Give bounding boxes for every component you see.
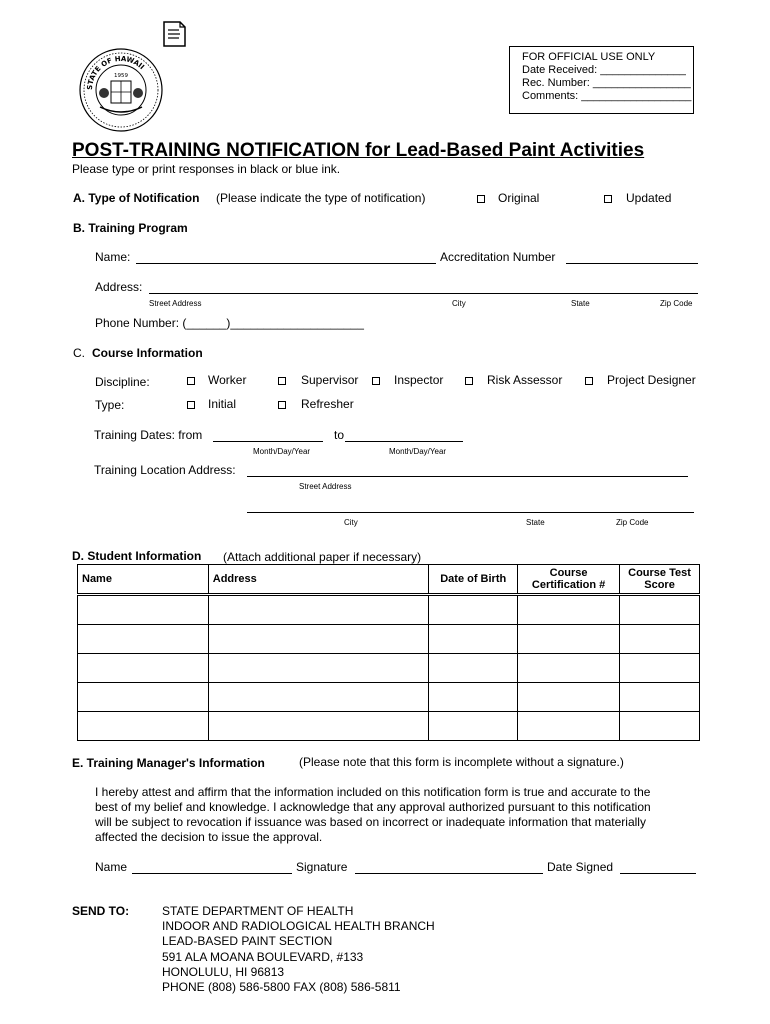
section-a-note: (Please indicate the type of notification) [216,191,426,205]
document-icon [162,20,188,48]
location-city-input[interactable] [247,512,694,513]
state-caption: State [571,299,590,308]
affirmation-line: best of my belief and knowledge. I acknowledge that any approval authorized pursuant to this notification [95,800,651,814]
inspector-checkbox[interactable] [372,377,380,385]
cell[interactable] [518,625,620,654]
signature-label: Signature [296,860,348,874]
updated-label: Updated [626,191,672,205]
from-date-caption: Month/Day/Year [253,447,311,456]
cell[interactable] [429,654,518,683]
date-received-field: Date Received: ______________ [522,64,686,76]
manager-name-label: Name [95,860,128,874]
section-c-letter: C. [73,346,85,360]
date-to-input[interactable] [345,441,463,442]
accreditation-input[interactable] [566,263,698,264]
cell[interactable] [620,654,700,683]
cell[interactable] [429,712,518,741]
accreditation-label: Accreditation Number [440,250,556,264]
signature-input[interactable] [355,873,543,874]
zip-caption: Zip Code [660,299,693,308]
cell[interactable] [620,683,700,712]
project-designer-checkbox[interactable] [585,377,593,385]
instructions: Please type or print responses in black or blue ink. [72,162,341,176]
table-header-row [78,565,700,595]
location-zip-caption: Zip Code [616,518,649,527]
type-label: Type: [95,398,125,412]
student-table [77,564,700,741]
location-city-caption: City [344,518,358,527]
initial-checkbox[interactable] [187,401,195,409]
worker-checkbox[interactable] [187,377,195,385]
location-street-input[interactable] [247,476,688,477]
col-test-score: Course Test Score [620,565,700,595]
address-line: PHONE (808) 586-5800 FAX (808) 586-5811 [162,980,401,995]
discipline-label: Discipline: [95,375,150,389]
affirmation-line: affected the decision to issue the approval. [95,830,323,844]
table-row [78,683,700,712]
phone-number-field[interactable]: Phone Number: (______)____________________ [95,316,364,330]
section-e-heading: E. Training Manager's Information [72,756,265,770]
cell[interactable] [620,625,700,654]
address-line: 591 ALA MOANA BOULEVARD, #133 [162,949,364,964]
location-street-caption: Street Address [299,482,352,491]
project-designer-label: Project Designer [607,373,696,387]
state-seal-logo [78,47,164,133]
form-title: POST-TRAINING NOTIFICATION for Lead-Based Paint Activities [72,140,645,161]
table-row [78,712,700,741]
inspector-label: Inspector [394,373,444,387]
section-a-heading: A. Type of Notification [73,191,200,205]
cell[interactable] [208,712,429,741]
date-signed-input[interactable] [620,873,696,874]
cell[interactable] [429,683,518,712]
affirmation-line: I hereby attest and affirm that the information included on this notification form is true and accurate to the [95,785,651,799]
date-signed-label: Date Signed [547,860,614,874]
initial-label: Initial [208,397,237,411]
table-row [78,595,700,625]
location-state-caption: State [526,518,545,527]
manager-name-input[interactable] [132,873,292,874]
address-label: Address: [95,280,143,294]
supervisor-checkbox[interactable] [278,377,286,385]
address-line: LEAD-BASED PAINT SECTION [162,934,333,949]
cell[interactable] [429,595,518,625]
original-label: Original [498,191,540,205]
cell[interactable] [518,595,620,625]
refresher-label: Refresher [301,397,354,411]
seal-year: 1959 [114,73,128,79]
section-e-note: (Please note that this form is incomplete without a signature.) [299,755,624,769]
col-name: Name [78,565,209,595]
city-caption: City [452,299,466,308]
to-date-caption: Month/Day/Year [389,447,447,456]
send-to-label: SEND TO: [72,904,130,918]
address-line: STATE DEPARTMENT OF HEALTH [162,904,354,918]
section-d-note: (Attach additional paper if necessary) [223,550,422,564]
cell[interactable] [78,683,209,712]
program-name-label: Name: [95,250,131,264]
cell[interactable] [78,712,209,741]
program-address-input[interactable] [149,293,698,294]
to-label: to [334,428,345,442]
refresher-checkbox[interactable] [278,401,286,409]
location-label: Training Location Address: [94,463,236,477]
training-dates-label: Training Dates: from [94,428,203,442]
official-use-box [509,46,694,114]
cell[interactable] [208,625,429,654]
cell[interactable] [208,595,429,625]
col-certification: Course Certification # [518,565,620,595]
program-name-input[interactable] [136,263,436,264]
table-row [78,625,700,654]
cell[interactable] [518,712,620,741]
seal-text: STATE OF HAWAII [85,54,146,91]
section-d-heading: D. Student Information [72,549,202,563]
updated-checkbox[interactable] [604,195,612,203]
section-c-heading: Course Information [92,346,203,360]
cell[interactable] [620,595,700,625]
address-line: HONOLULU, HI 96813 [162,964,285,979]
cell[interactable] [78,595,209,625]
risk-assessor-checkbox[interactable] [465,377,473,385]
section-b-heading: B. Training Program [73,221,188,235]
address-line: INDOOR AND RADIOLOGICAL HEALTH BRANCH [162,919,435,934]
cell[interactable] [78,654,209,683]
street-address-caption: Street Address [149,299,202,308]
worker-label: Worker [208,373,247,387]
col-dob: Date of Birth [429,565,518,595]
official-use-heading: FOR OFFICIAL USE ONLY [522,51,656,63]
cell[interactable] [208,654,429,683]
table-row [78,654,700,683]
comments-field: Comments: __________________ [522,90,692,102]
col-address: Address [208,565,429,595]
rec-number-field: Rec. Number: ________________ [522,77,691,89]
date-from-input[interactable] [213,441,323,442]
cell[interactable] [518,654,620,683]
cell[interactable] [429,625,518,654]
supervisor-label: Supervisor [301,373,359,387]
original-checkbox[interactable] [477,195,485,203]
cell[interactable] [518,683,620,712]
affirmation-text [95,785,651,845]
risk-assessor-label: Risk Assessor [487,373,563,387]
cell[interactable] [208,683,429,712]
send-to-address [162,904,435,995]
affirmation-line: will be subject to revocation if issuance was based on incorrect or inadequate information that materially [95,815,646,829]
cell[interactable] [620,712,700,741]
cell[interactable] [78,625,209,654]
